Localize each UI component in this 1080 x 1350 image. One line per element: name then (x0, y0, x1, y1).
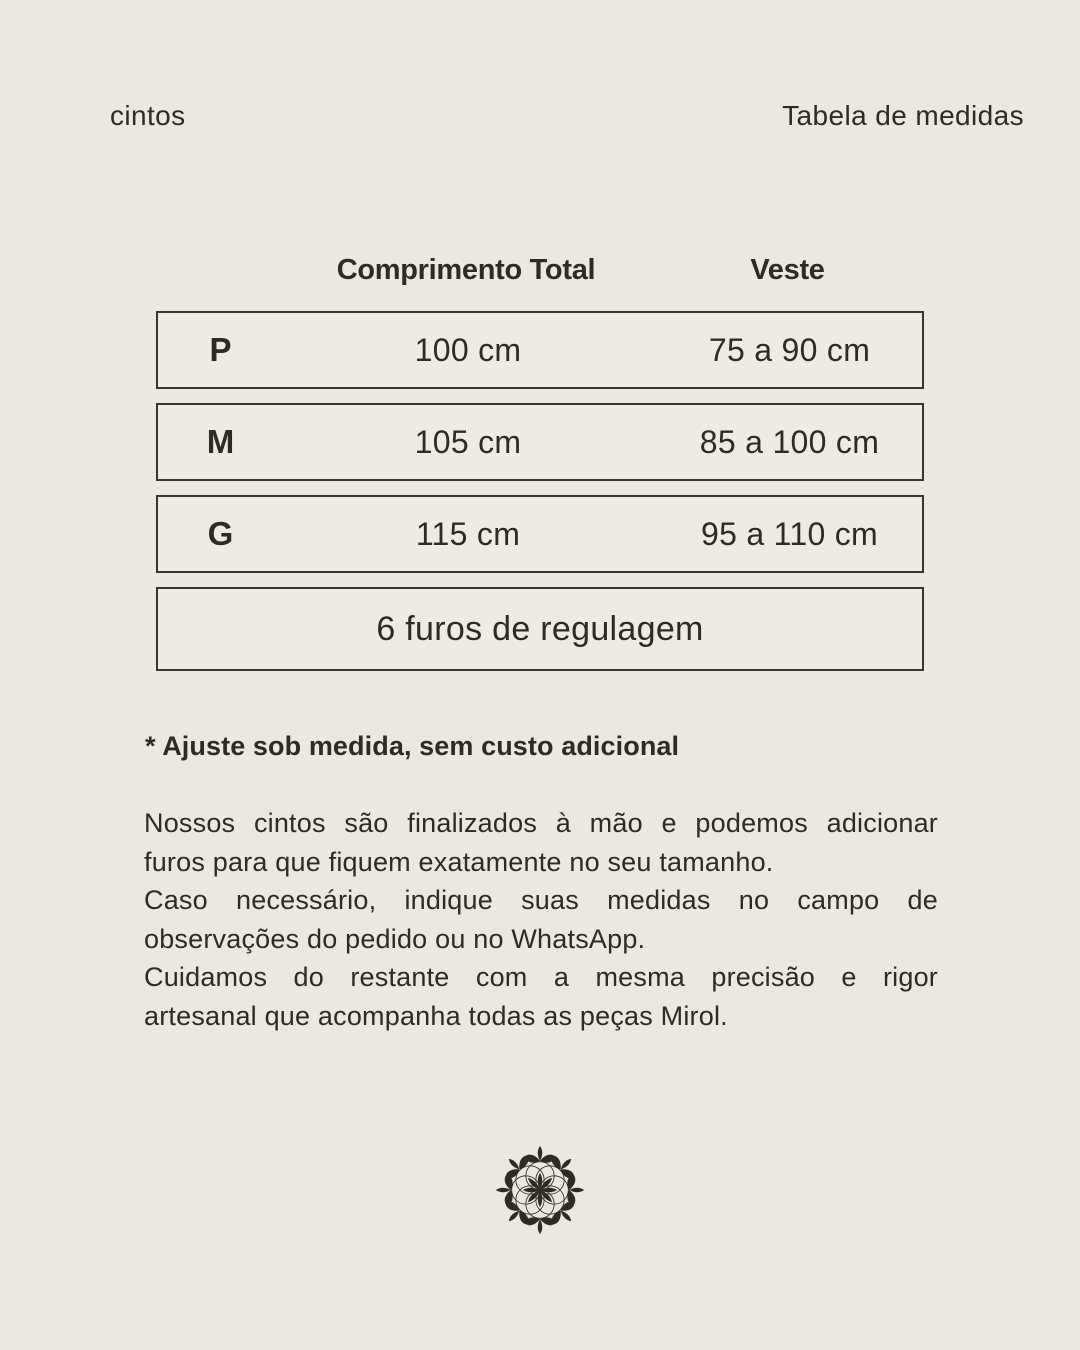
fit-cell: 75 a 90 cm (708, 331, 871, 368)
size-table (156, 254, 924, 671)
rosette-mandala-icon (490, 1140, 590, 1240)
paragraph-line: Nossos cintos são finalizados à mão e podemos adicionar (144, 808, 938, 838)
table-header-row (156, 254, 924, 287)
top-bar (0, 0, 1080, 132)
paragraph-line: observações do pedido ou no WhatsApp. (144, 923, 646, 954)
fit-cell: 85 a 100 cm (699, 423, 880, 460)
table-footer-row (156, 587, 924, 671)
adjustment-note: * Ajuste sob medida, sem custo adicional (145, 731, 680, 761)
paragraph-line: Cuidamos do restante com a mesma precisão e rigor (144, 962, 938, 993)
length-cell: 105 cm (414, 423, 522, 460)
table-row-m (156, 403, 924, 481)
column-header-veste: Veste (750, 254, 825, 286)
regulation-holes-label: 6 furos de regulagem (376, 609, 704, 648)
center-flower (523, 1172, 557, 1206)
length-cell: 100 cm (414, 331, 522, 368)
paragraph-line: Caso necessário, indique suas medidas no campo de (144, 885, 938, 916)
description-paragraph (144, 804, 938, 1036)
column-header-comprimento: Comprimento Total (336, 254, 596, 286)
size-cell: P (209, 331, 232, 368)
category-label: cintos (110, 100, 186, 131)
fit-cell: 95 a 110 cm (700, 515, 879, 552)
size-cell: G (207, 515, 234, 552)
paragraph-line: artesanal que acompanha todas as peças Mirol. (144, 1000, 728, 1031)
table-row-p (156, 311, 924, 389)
table-row-g (156, 495, 924, 573)
page-title: Tabela de medidas (782, 100, 1024, 131)
logo-container (0, 1140, 1080, 1240)
size-cell: M (206, 423, 235, 460)
length-cell: 115 cm (415, 515, 521, 552)
paragraph-line: furos para que fiquem exatamente no seu tamanho. (144, 846, 774, 877)
